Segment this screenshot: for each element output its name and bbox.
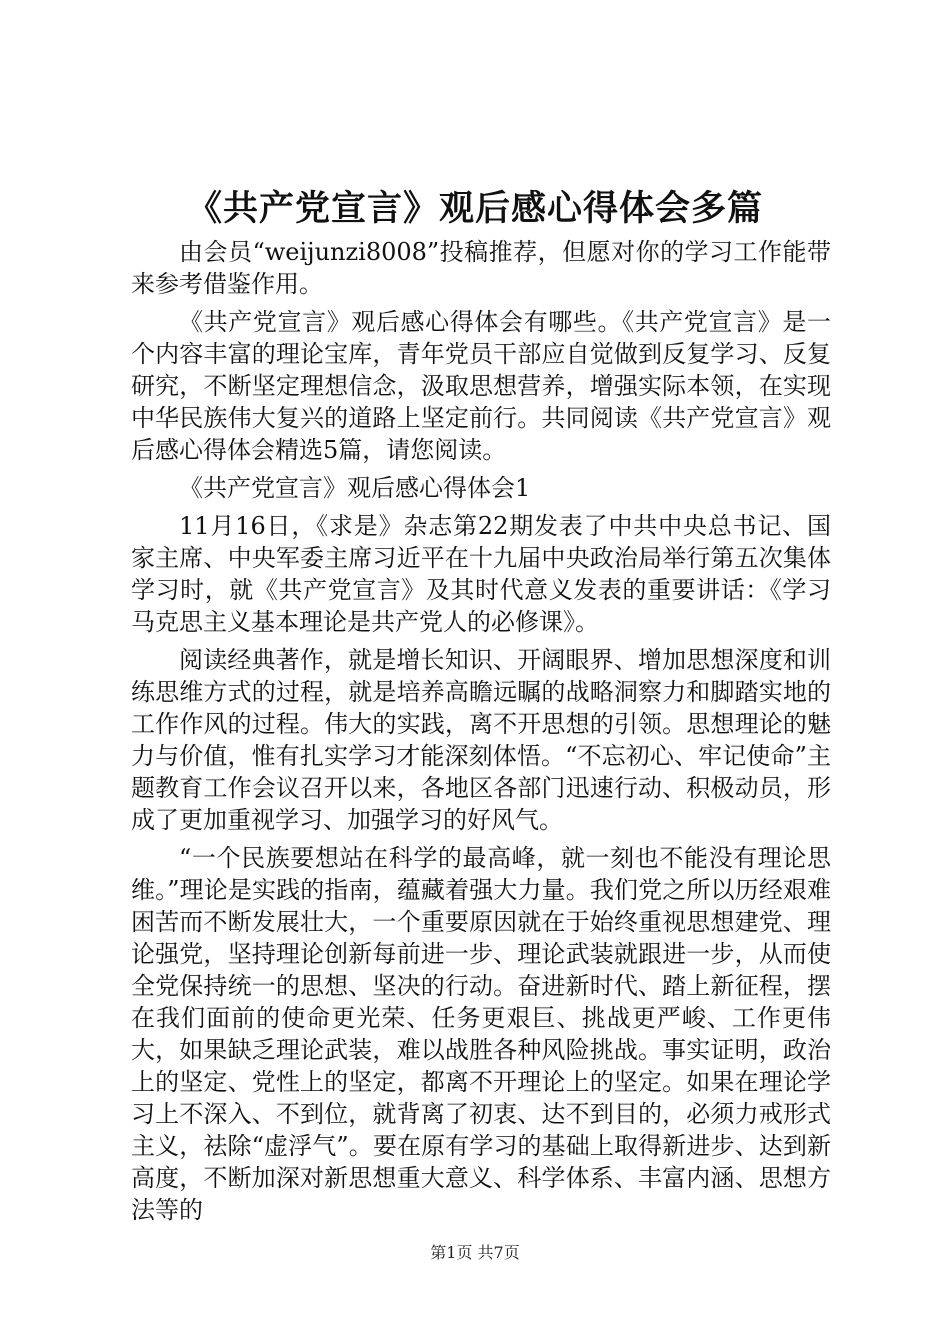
paragraph-summary: 《共产党宣言》观后感心得体会有哪些。《共产党宣言》是一个内容丰富的理论宝库，青年党员干部应自觉做到反复学习、反复研究，不断坚定理想信念，汲取思想营养，增强实际本领，在实现中华民族伟大复兴的道路上坚定前行。共同阅读《共产党宣言》观后感心得体会精选5篇，请您阅读。 bbox=[131, 308, 831, 464]
section-heading: 《共产党宣言》观后感心得体会1 bbox=[179, 474, 531, 502]
page-number: 第1页 共7页 bbox=[430, 1243, 520, 1262]
paragraph-intro: 由会员“weijunzi8008”投稿推荐，但愿对你的学习工作能带来参考借鉴作用。 bbox=[131, 238, 831, 298]
document-title: 《共产党宣言》观后感心得体会多篇 bbox=[186, 188, 763, 229]
document-body bbox=[131, 236, 831, 1226]
paragraph-news: 11月16日，《求是》杂志第22期发表了中共中央总书记、国家主席、中央军委主席习近平在十九届中央政治局举行第五次集体学习时，就《共产党宣言》及其时代意义发表的重要讲话：《学习马克思主义基本理论是共产党人的必修课》。 bbox=[131, 512, 831, 636]
paragraph-theory: “一个民族要想站在科学的最高峰，就一刻也不能没有理论思维。”理论是实践的指南，蕴藏着强大力量。我们党之所以历经艰难困苦而不断发展壮大，一个重要原因就在于始终重视思想建党、理论强党，坚持理论创新每前进一步、理论武装就跟进一步，从而使全党保持统一的思想、坚决的行动。奋进新时代、踏上新征程，摆在我们面前的使命更光荣、任务更艰巨、挑战更严峻、工作更伟大，如果缺乏理论武装，难以战胜各种风险挑战。事实证明，政治上的坚定、党性上的坚定，都离不开理论上的坚定。如果在理论学习上不深入、不到位，就背离了初衷、达不到目的，必须力戒形式主义，祛除“虚浮气”。要在原有学习的基础上取得新进步、达到新高度，不断加深对新思想重大意义、科学体系、丰富内涵、思想方法等的 bbox=[131, 844, 831, 1224]
paragraph-reading: 阅读经典著作，就是增长知识、开阔眼界、增加思想深度和训练思维方式的过程，就是培养高瞻远瞩的战略洞察力和脚踏实地的工作作风的过程。伟大的实践，离不开思想的引领。思想理论的魅力与价值，惟有扎实学习才能深刻体悟。“不忘初心、牢记使命”主题教育工作会议召开以来，各地区各部门迅速行动、积极动员，形成了更加重视学习、加强学习的好风气。 bbox=[131, 646, 831, 834]
